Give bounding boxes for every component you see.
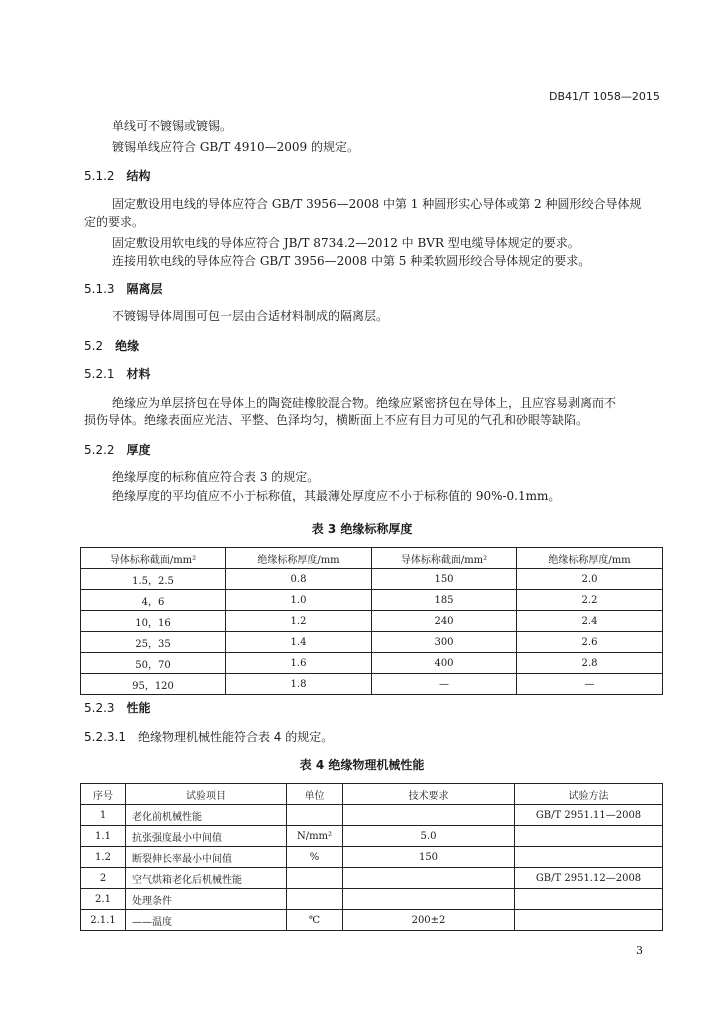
section-heading-5-2: 5.2 绝缘 [84, 339, 140, 353]
table-cell: 2.2 [517, 590, 663, 611]
table-header-cell: 序号 [81, 784, 126, 805]
table-cell: 1.8 [226, 674, 372, 695]
paragraph: 固定敷设用软电线的导体应符合 JB/T 8734.2—2012 中 BVR 型电缆导体规定的要求。 [112, 236, 580, 250]
document-id: DB41/T 1058—2015 [549, 90, 660, 103]
table-row [81, 590, 663, 611]
table-cell: ——温度 [126, 910, 287, 931]
table-cell: 95，120 [81, 674, 226, 695]
table-header-cell: 导体标称截面/mm² [372, 548, 517, 569]
table-cell: 2.0 [517, 569, 663, 590]
table-cell: — [372, 674, 517, 695]
table-row [81, 868, 663, 889]
paragraph: 绝缘厚度的平均值应不小于标称值，其最薄处厚度应不小于标称值的 90%-0.1mm。 [112, 489, 561, 503]
table-row [81, 653, 663, 674]
section-heading-5-1-3: 5.1.3 隔离层 [84, 282, 163, 296]
table-row [81, 674, 663, 695]
table-cell: 1.6 [226, 653, 372, 674]
table-cell: 1.4 [226, 632, 372, 653]
table-cell: 抗张强度最小中间值 [126, 826, 287, 847]
table-row [81, 826, 663, 847]
section-heading-5-2-3: 5.2.3 性能 [84, 701, 151, 715]
table-cell: GB/T 2951.12—2008 [515, 868, 663, 889]
table-cell: 2.1 [81, 889, 126, 910]
table-cell: ℃ [287, 910, 343, 931]
table-cell: 1 [81, 805, 126, 826]
table-cell: 5.0 [343, 826, 515, 847]
page-number: 3 [636, 944, 643, 957]
table-cell [343, 889, 515, 910]
table-cell [515, 910, 663, 931]
table-cell: 300 [372, 632, 517, 653]
table-cell: 1.0 [226, 590, 372, 611]
paragraph: 损伤导体。绝缘表面应光洁、平整、色泽均匀，横断面上不应有目力可见的气孔和砂眼等缺陷。 [84, 413, 589, 427]
table-cell: N/mm² [287, 826, 343, 847]
table-cell: 150 [372, 569, 517, 590]
section-heading-5-1-2: 5.1.2 结构 [84, 169, 151, 183]
clause-5-2-3-1: 5.2.3.1 绝缘物理机械性能符合表 4 的规定。 [84, 730, 334, 744]
table-cell: 2.6 [517, 632, 663, 653]
table-cell: 4，6 [81, 590, 226, 611]
table-cell: 1.2 [81, 847, 126, 868]
table-4-caption: 表 4 绝缘物理机械性能 [299, 758, 425, 772]
table-cell: 处理条件 [126, 889, 287, 910]
table-cell: 1.1 [81, 826, 126, 847]
table-row [81, 910, 663, 931]
table-cell: 2.1.1 [81, 910, 126, 931]
paragraph: 绝缘应为单层挤包在导体上的陶瓷硅橡胶混合物。绝缘应紧密挤包在导体上，且应容易剥离而不 [112, 396, 617, 410]
table-cell [343, 805, 515, 826]
table-cell [515, 847, 663, 868]
table-cell: 150 [343, 847, 515, 868]
table-4 [80, 783, 663, 931]
table-cell [515, 889, 663, 910]
table-cell: 185 [372, 590, 517, 611]
table-header-cell: 试验方法 [515, 784, 663, 805]
table-row [81, 847, 663, 868]
table-header-cell: 单位 [287, 784, 343, 805]
section-heading-5-2-1: 5.2.1 材料 [84, 367, 151, 381]
table-cell: % [287, 847, 343, 868]
table-cell: 400 [372, 653, 517, 674]
table-cell [287, 889, 343, 910]
table-cell: 240 [372, 611, 517, 632]
table-cell: GB/T 2951.11—2008 [515, 805, 663, 826]
table-cell [343, 868, 515, 889]
section-heading-5-2-2: 5.2.2 厚度 [84, 443, 151, 457]
paragraph: 镀锡单线应符合 GB/T 4910—2009 的规定。 [112, 140, 359, 154]
paragraph: 绝缘厚度的标称值应符合表 3 的规定。 [112, 470, 320, 484]
table-3-caption: 表 3 绝缘标称厚度 [311, 522, 413, 536]
table-header-cell: 导体标称截面/mm² [81, 548, 226, 569]
table-row [81, 805, 663, 826]
table-cell: 2 [81, 868, 126, 889]
table-cell: 200±2 [343, 910, 515, 931]
table-cell: 0.8 [226, 569, 372, 590]
table-cell: 1.5，2.5 [81, 569, 226, 590]
table-cell [515, 826, 663, 847]
table-cell: 断裂伸长率最小中间值 [126, 847, 287, 868]
table-header-cell: 试验项目 [126, 784, 287, 805]
table-cell [287, 868, 343, 889]
table-cell: 50，70 [81, 653, 226, 674]
table-cell: 25，35 [81, 632, 226, 653]
paragraph: 不镀锡导体周围可包一层由合适材料制成的隔离层。 [112, 309, 389, 323]
table-row [81, 569, 663, 590]
table-cell: 2.8 [517, 653, 663, 674]
table-cell: 1.2 [226, 611, 372, 632]
table-row [81, 611, 663, 632]
table-row [81, 889, 663, 910]
table-cell [287, 805, 343, 826]
table-cell: 老化前机械性能 [126, 805, 287, 826]
paragraph: 定的要求。 [84, 215, 145, 229]
table-header-row [81, 784, 663, 805]
table-cell: 2.4 [517, 611, 663, 632]
table-row [81, 632, 663, 653]
table-3 [80, 547, 663, 695]
paragraph: 固定敷设用电线的导体应符合 GB/T 3956—2008 中第 1 种圆形实心导体或第 2 种圆形绞合导体规 [112, 197, 642, 211]
table-cell: — [517, 674, 663, 695]
table-header-cell: 技术要求 [343, 784, 515, 805]
table-cell: 10，16 [81, 611, 226, 632]
paragraph: 单线可不镀锡或镀锡。 [112, 119, 233, 133]
paragraph: 连接用软电线的导体应符合 GB/T 3956—2008 中第 5 种柔软圆形绞合导体规定的要求。 [112, 254, 591, 268]
table-header-row [81, 548, 663, 569]
table-header-cell: 绝缘标称厚度/mm [226, 548, 372, 569]
table-cell: 空气烘箱老化后机械性能 [126, 868, 287, 889]
table-header-cell: 绝缘标称厚度/mm [517, 548, 663, 569]
